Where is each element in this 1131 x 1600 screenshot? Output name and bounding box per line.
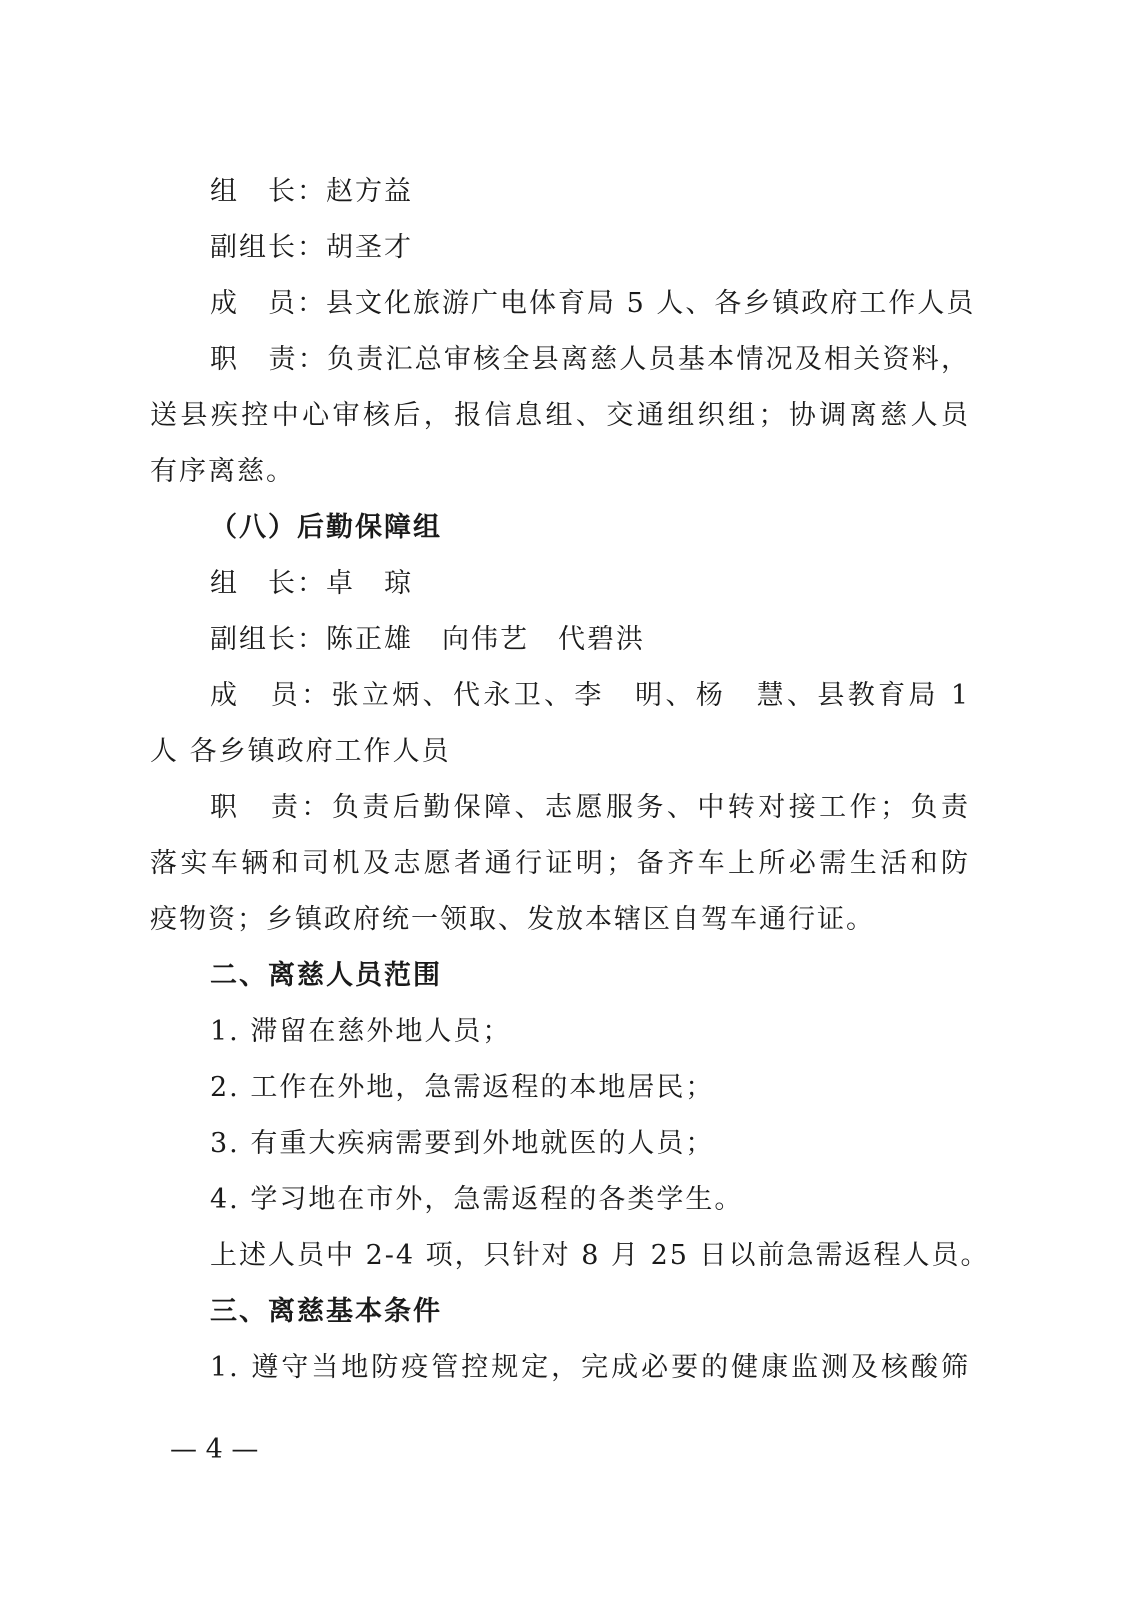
page-number: — 4 — [170, 1434, 259, 1465]
duties-line: 职 责：负责后勤保障、志愿服务、中转对接工作；负责 [210, 792, 970, 823]
list-item: 1. 遵守当地防疫管控规定，完成必要的健康监测及核酸筛 [210, 1352, 970, 1383]
list-item: 3. 有重大疾病需要到外地就医的人员； [210, 1128, 715, 1159]
members-line: 成 员：县文化旅游广电体育局 5 人、各乡镇政府工作人员 [210, 288, 976, 319]
scope-note-line: 上述人员中 2-4 项，只针对 8 月 25 日以前急需返程人员。 [210, 1240, 990, 1271]
section-heading-logistics: （八）后勤保障组 [210, 512, 442, 543]
duties-line: 职 责：负责汇总审核全县离慈人员基本情况及相关资料， [210, 344, 970, 375]
group-leader-line: 组 长：卓 琼 [210, 568, 413, 599]
list-item: 1. 滞留在慈外地人员； [210, 1016, 512, 1047]
list-item: 4. 学习地在市外，急需返程的各类学生。 [210, 1184, 744, 1215]
section-heading-conditions: 三、离慈基本条件 [210, 1296, 442, 1327]
duties-end-line: 有序离慈。 [150, 456, 295, 487]
list-item: 2. 工作在外地，急需返程的本地居民； [210, 1072, 715, 1103]
deputy-leader-line: 副组长：陈正雄 向伟艺 代碧洪 [210, 624, 645, 655]
deputy-leader-line: 副组长：胡圣才 [210, 232, 413, 263]
section-heading-scope: 二、离慈人员范围 [210, 960, 442, 991]
members-continued-line: 人 各乡镇政府工作人员 [150, 736, 451, 767]
group-leader-line: 组 长：赵方益 [210, 176, 413, 207]
duties-continued-line: 送县疾控中心审核后，报信息组、交通组织组；协调离慈人员 [150, 400, 970, 431]
members-line: 成 员：张立炳、代永卫、李 明、杨 慧、县教育局 1 [210, 680, 970, 711]
duties-continued-line: 落实车辆和司机及志愿者通行证明；备齐车上所必需生活和防 [150, 848, 970, 879]
duties-end-line: 疫物资；乡镇政府统一领取、发放本辖区自驾车通行证。 [150, 904, 875, 935]
